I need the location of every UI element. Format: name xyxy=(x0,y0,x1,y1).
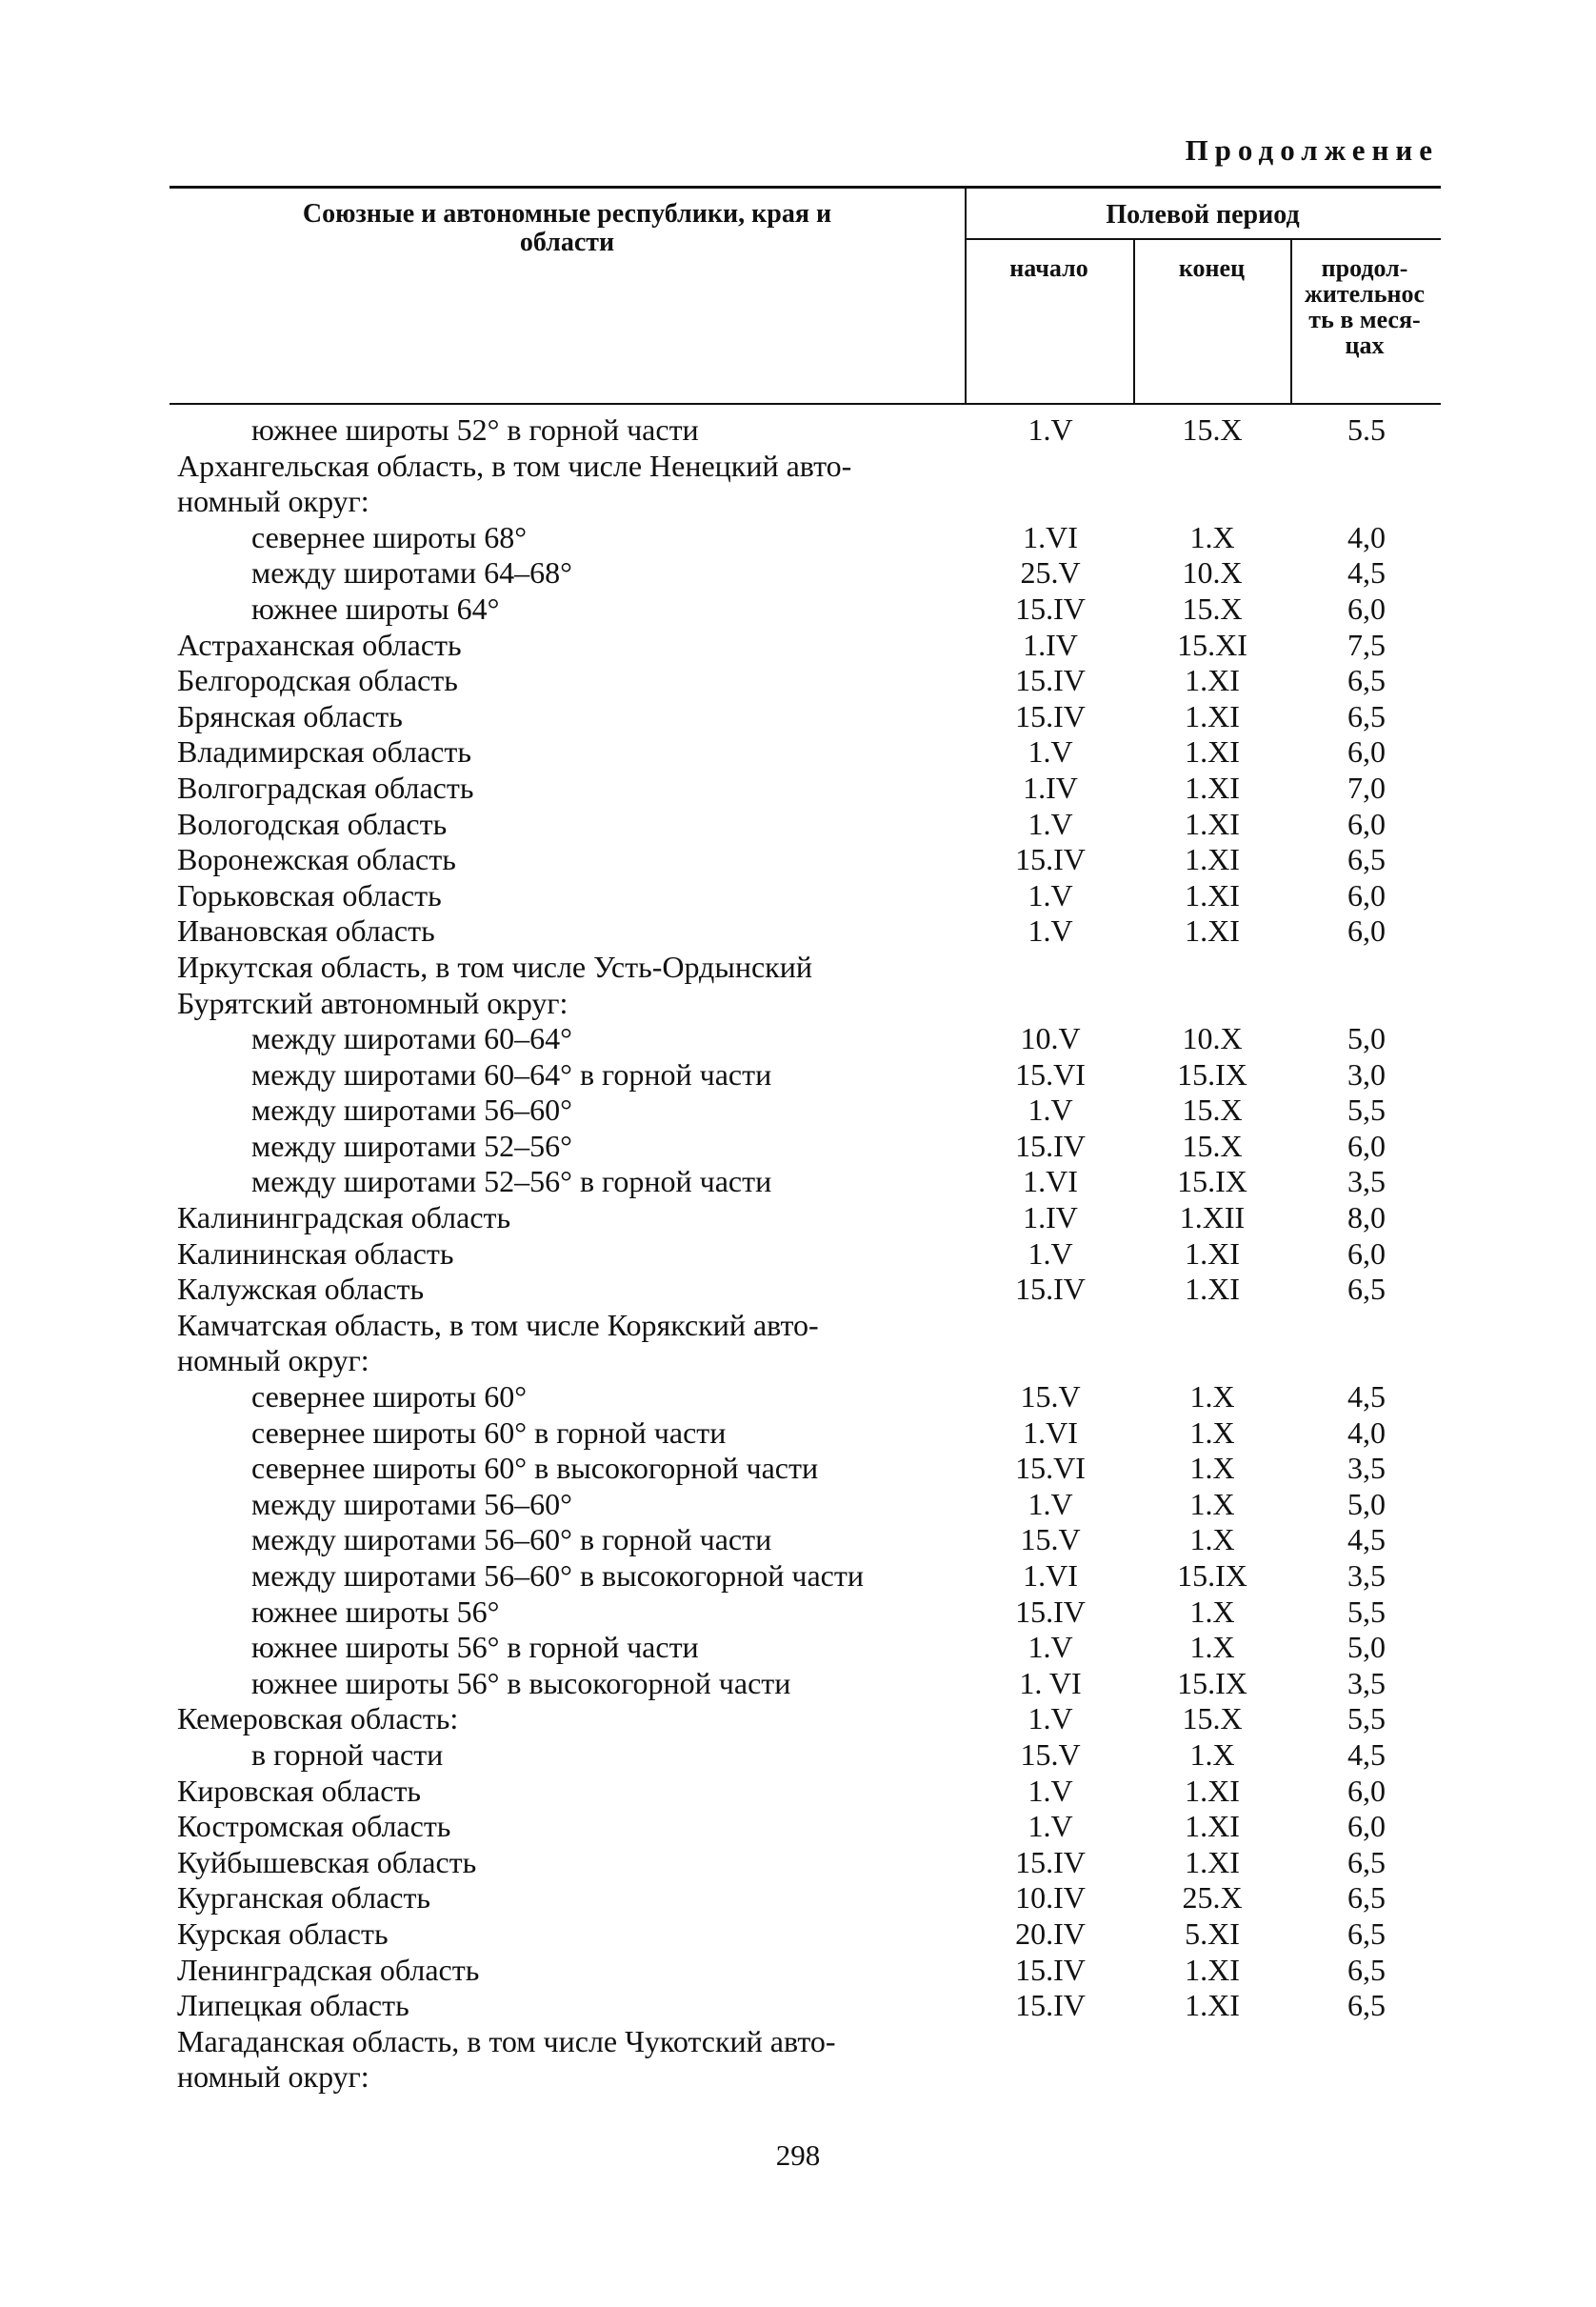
region-label: между широтами 52–56° в горной части xyxy=(251,1164,772,1199)
table-row xyxy=(170,2059,1441,2096)
table-row xyxy=(170,1379,1441,1415)
header-region: Союзные и автономные республики, края и области xyxy=(302,199,832,257)
end-date: 10.X xyxy=(1182,1021,1243,1056)
duration-months: 3,5 xyxy=(1347,1665,1386,1700)
start-date: 15.IV xyxy=(1015,1988,1086,2023)
duration-months: 5,5 xyxy=(1347,1093,1386,1128)
table-row xyxy=(170,699,1441,735)
duration-months: 5,5 xyxy=(1347,1701,1386,1736)
region-label: севернее широты 60° в высокогорной части xyxy=(251,1451,819,1486)
duration-months: 5,0 xyxy=(1347,1021,1386,1056)
duration-months: 8,0 xyxy=(1347,1200,1386,1235)
table-row xyxy=(170,1057,1441,1093)
end-date: 1.XI xyxy=(1185,1235,1240,1271)
table-row xyxy=(170,1308,1441,1344)
region-label: севернее широты 60° в горной части xyxy=(251,1414,727,1450)
region-label: южнее широты 56° в горной части xyxy=(251,1630,699,1665)
duration-months: 5,0 xyxy=(1347,1486,1386,1521)
end-date: 15.IX xyxy=(1177,1558,1247,1593)
duration-months: 4,5 xyxy=(1347,1736,1386,1772)
table-row xyxy=(170,412,1441,449)
region-label: Ленинградская область xyxy=(177,1952,480,1987)
region-label: севернее широты 60° xyxy=(251,1379,528,1414)
start-date: 15.V xyxy=(1020,1736,1081,1772)
header-duration: продол-жительность в меся-цах xyxy=(1304,254,1425,359)
region-label: Кировская область xyxy=(177,1773,422,1808)
end-date: 1.XI xyxy=(1185,806,1240,841)
region-label: Воронежская область xyxy=(177,842,456,877)
start-date: 25.V xyxy=(1020,555,1081,591)
duration-months: 6,5 xyxy=(1347,663,1386,698)
end-date: 1.XI xyxy=(1185,663,1240,698)
start-date: 15.IV xyxy=(1015,842,1086,877)
region-label: в горной части xyxy=(251,1736,444,1772)
duration-months: 5,0 xyxy=(1347,1630,1386,1665)
duration-months: 7,0 xyxy=(1347,770,1386,805)
table-row xyxy=(170,878,1441,914)
duration-months: 3,0 xyxy=(1347,1056,1386,1092)
start-date: 15.VI xyxy=(1015,1056,1086,1092)
end-date: 1.X xyxy=(1189,1379,1235,1414)
table-row xyxy=(170,1272,1441,1308)
duration-months: 3,5 xyxy=(1347,1164,1386,1199)
duration-months: 4,5 xyxy=(1347,555,1386,591)
table-row xyxy=(170,1737,1441,1774)
duration-months: 4,0 xyxy=(1347,1414,1386,1450)
header-field-period: Полевой период xyxy=(1106,200,1300,230)
start-date: 1.IV xyxy=(1023,1200,1078,1235)
start-date: 1.V xyxy=(1027,1701,1073,1736)
duration-months: 6,0 xyxy=(1347,1235,1386,1271)
end-date: 1.XI xyxy=(1185,1952,1240,1987)
region-label: между широтами 64–68° xyxy=(251,555,572,591)
table-row xyxy=(170,1774,1441,1810)
duration-months: 6,0 xyxy=(1347,734,1386,770)
region-label: номный округ: xyxy=(177,484,369,519)
table-row xyxy=(170,1415,1441,1452)
table-row xyxy=(170,1522,1441,1558)
region-label: южнее широты 56° xyxy=(251,1594,500,1629)
table-row xyxy=(170,2024,1441,2060)
header-end: конец xyxy=(1178,254,1246,282)
start-date: 1.V xyxy=(1027,1093,1073,1128)
region-label: южнее широты 52° в горной части xyxy=(251,412,699,447)
table-row xyxy=(170,1595,1441,1631)
end-date: 1.XI xyxy=(1185,1809,1240,1844)
table-row xyxy=(170,1809,1441,1845)
duration-months: 4,5 xyxy=(1347,1379,1386,1414)
region-label: номный округ: xyxy=(177,2059,369,2095)
end-date: 1.X xyxy=(1189,1414,1235,1450)
start-date: 15.V xyxy=(1020,1379,1081,1414)
table-row xyxy=(170,950,1441,986)
table-row xyxy=(170,1343,1441,1379)
start-date: 10.IV xyxy=(1015,1880,1086,1916)
end-date: 1.X xyxy=(1189,1486,1235,1521)
region-label: Курганская область xyxy=(177,1880,431,1916)
duration-months: 6,0 xyxy=(1347,913,1386,949)
duration-months: 6,5 xyxy=(1347,1952,1386,1987)
start-date: 1.V xyxy=(1027,806,1073,841)
start-date: 10.V xyxy=(1020,1021,1081,1056)
start-date: 15.IV xyxy=(1015,663,1086,698)
region-label: Владимирская область xyxy=(177,734,471,770)
table-row xyxy=(170,1236,1441,1273)
table-row xyxy=(170,1988,1441,2024)
column-divider xyxy=(1290,238,1292,403)
duration-months: 6,0 xyxy=(1347,806,1386,841)
table-row xyxy=(170,986,1441,1022)
end-date: 15.X xyxy=(1182,1128,1243,1163)
table-row xyxy=(170,1880,1441,1916)
duration-months: 6,5 xyxy=(1347,1844,1386,1879)
region-label: Брянская область xyxy=(177,698,403,733)
table-row xyxy=(170,1630,1441,1666)
start-date: 1.V xyxy=(1027,1630,1073,1665)
region-label: Куйбышевская область xyxy=(177,1844,477,1879)
start-date: 15.V xyxy=(1020,1522,1081,1557)
end-date: 10.X xyxy=(1182,555,1243,591)
region-label: Горьковская область xyxy=(177,877,442,913)
table-row xyxy=(170,449,1441,485)
region-label: между широтами 56–60° xyxy=(251,1486,572,1521)
table-row xyxy=(170,628,1441,664)
end-date: 15.X xyxy=(1182,1093,1243,1128)
start-date: 1.V xyxy=(1027,1773,1073,1808)
region-label: между широтами 60–64° в горной части xyxy=(251,1056,772,1092)
end-date: 1.XI xyxy=(1185,1773,1240,1808)
duration-months: 3,5 xyxy=(1347,1451,1386,1486)
table-row xyxy=(170,913,1441,950)
continuation-label: Продолжение xyxy=(1185,133,1439,167)
end-date: 1.XI xyxy=(1185,877,1240,913)
duration-months: 7,5 xyxy=(1347,627,1386,662)
region-label: Калининская область xyxy=(177,1235,454,1271)
start-date: 15.IV xyxy=(1015,1594,1086,1629)
region-label: между широтами 60–64° xyxy=(251,1021,572,1056)
table-row xyxy=(170,1916,1441,1953)
table-header xyxy=(170,186,1441,405)
table-row xyxy=(170,771,1441,807)
end-date: 15.X xyxy=(1182,591,1243,626)
end-date: 15.IX xyxy=(1177,1665,1247,1700)
duration-months: 6,0 xyxy=(1347,877,1386,913)
region-label: Вологодская область xyxy=(177,806,448,841)
end-date: 1.XI xyxy=(1185,1844,1240,1879)
region-label: Камчатская область, в том числе Корякский авто- xyxy=(177,1307,819,1342)
end-date: 15.X xyxy=(1182,1701,1243,1736)
end-date: 1.XI xyxy=(1185,913,1240,949)
start-date: 1.V xyxy=(1027,913,1073,949)
region-label: между широтами 56–60° в высокогорной части xyxy=(251,1558,864,1593)
start-date: 1.V xyxy=(1027,1809,1073,1844)
start-date: 1.V xyxy=(1027,877,1073,913)
end-date: 1.X xyxy=(1189,1736,1235,1772)
end-date: 1.XI xyxy=(1185,842,1240,877)
table-row xyxy=(170,1129,1441,1165)
duration-months: 5.5 xyxy=(1347,412,1386,447)
region-label: Архангельская область, в том числе Ненецкий авто- xyxy=(177,448,852,483)
start-date: 15.VI xyxy=(1015,1451,1086,1486)
region-label: Костромская область xyxy=(177,1809,451,1844)
start-date: 15.IV xyxy=(1015,1128,1086,1163)
start-date: 15.IV xyxy=(1015,698,1086,733)
region-label: Магаданская область, в том числе Чукотский авто- xyxy=(177,2023,836,2058)
region-label: Курская область xyxy=(177,1916,389,1951)
start-date: 1.VI xyxy=(1023,1164,1078,1199)
table-row xyxy=(170,555,1441,592)
table-row xyxy=(170,484,1441,520)
header-divider xyxy=(965,238,1441,240)
duration-months: 6,5 xyxy=(1347,1988,1386,2023)
table-row xyxy=(170,592,1441,628)
table-row xyxy=(170,1200,1441,1236)
end-date: 1.XI xyxy=(1185,1988,1240,2023)
region-label: Калужская область xyxy=(177,1272,425,1307)
end-date: 1.X xyxy=(1189,1522,1235,1557)
table-row xyxy=(170,1953,1441,1989)
table-row xyxy=(170,1487,1441,1523)
start-date: 20.IV xyxy=(1015,1916,1086,1951)
region-label: Кемеровская область: xyxy=(177,1701,459,1736)
duration-months: 6,5 xyxy=(1347,842,1386,877)
start-date: 1.V xyxy=(1027,734,1073,770)
duration-months: 6,5 xyxy=(1347,1880,1386,1916)
start-date: 1.IV xyxy=(1023,770,1078,805)
region-label: Иркутская область, в том числе Усть-Ордынский xyxy=(177,949,812,984)
region-label: Липецкая область xyxy=(177,1988,409,2023)
table-row xyxy=(170,663,1441,699)
start-date: 15.IV xyxy=(1015,1272,1086,1307)
end-date: 1.XI xyxy=(1185,734,1240,770)
duration-months: 6,5 xyxy=(1347,1916,1386,1951)
end-date: 1.X xyxy=(1189,1594,1235,1629)
region-label: между широтами 52–56° xyxy=(251,1128,572,1163)
region-label: номный округ: xyxy=(177,1343,369,1378)
end-date: 1.X xyxy=(1189,1451,1235,1486)
duration-months: 6,0 xyxy=(1347,1809,1386,1844)
table-row xyxy=(170,1021,1441,1057)
end-date: 15.IX xyxy=(1177,1164,1247,1199)
table-row xyxy=(170,734,1441,771)
end-date: 15.XI xyxy=(1177,627,1247,662)
region-label: Ивановская область xyxy=(177,913,435,949)
duration-months: 6,5 xyxy=(1347,1272,1386,1307)
start-date: 15.IV xyxy=(1015,1844,1086,1879)
duration-months: 6,0 xyxy=(1347,1773,1386,1808)
table-body xyxy=(170,412,1441,2096)
duration-months: 3,5 xyxy=(1347,1558,1386,1593)
end-date: 5.XI xyxy=(1185,1916,1240,1951)
end-date: 15.IX xyxy=(1177,1056,1247,1092)
region-label: Бурятский автономный округ: xyxy=(177,985,569,1020)
table-row xyxy=(170,1701,1441,1737)
region-label: Калининградская область xyxy=(177,1200,511,1235)
start-date: 1.V xyxy=(1027,1235,1073,1271)
duration-months: 6,5 xyxy=(1347,698,1386,733)
start-date: 1. VI xyxy=(1019,1665,1082,1700)
duration-months: 4,0 xyxy=(1347,519,1386,554)
end-date: 15.X xyxy=(1182,412,1243,447)
start-date: 1.VI xyxy=(1023,1414,1078,1450)
start-date: 1.IV xyxy=(1023,627,1078,662)
table-row xyxy=(170,520,1441,556)
table-row xyxy=(170,1666,1441,1702)
table-row xyxy=(170,1164,1441,1200)
start-date: 1.V xyxy=(1027,412,1073,447)
start-date: 1.VI xyxy=(1023,519,1078,554)
end-date: 25.X xyxy=(1182,1880,1243,1916)
table-row xyxy=(170,1845,1441,1881)
duration-months: 5,5 xyxy=(1347,1594,1386,1629)
duration-months: 4,5 xyxy=(1347,1522,1386,1557)
page-number: 298 xyxy=(775,2138,821,2172)
table-row xyxy=(170,1093,1441,1129)
end-date: 1.XI xyxy=(1185,770,1240,805)
end-date: 1.XII xyxy=(1179,1200,1246,1235)
duration-months: 6,0 xyxy=(1347,1128,1386,1163)
end-date: 1.XI xyxy=(1185,698,1240,733)
end-date: 1.X xyxy=(1189,519,1235,554)
table-row xyxy=(170,1558,1441,1595)
region-label: южнее широты 56° в высокогорной части xyxy=(251,1665,791,1700)
region-label: Астраханская область xyxy=(177,627,462,662)
region-label: южнее широты 64° xyxy=(251,591,500,626)
start-date: 15.IV xyxy=(1015,1952,1086,1987)
start-date: 15.IV xyxy=(1015,591,1086,626)
duration-months: 6,0 xyxy=(1347,591,1386,626)
region-label: севернее широты 68° xyxy=(251,519,528,554)
end-date: 1.XI xyxy=(1185,1272,1240,1307)
table-row xyxy=(170,807,1441,843)
start-date: 1.VI xyxy=(1023,1558,1078,1593)
region-label: Белгородская область xyxy=(177,663,458,698)
region-label: Волгоградская область xyxy=(177,770,474,805)
table-row xyxy=(170,842,1441,878)
table-row xyxy=(170,1451,1441,1487)
region-label: между широтами 56–60° в горной части xyxy=(251,1522,772,1557)
header-start: начало xyxy=(1009,254,1088,282)
end-date: 1.X xyxy=(1189,1630,1235,1665)
region-label: между широтами 56–60° xyxy=(251,1093,572,1128)
start-date: 1.V xyxy=(1027,1486,1073,1521)
